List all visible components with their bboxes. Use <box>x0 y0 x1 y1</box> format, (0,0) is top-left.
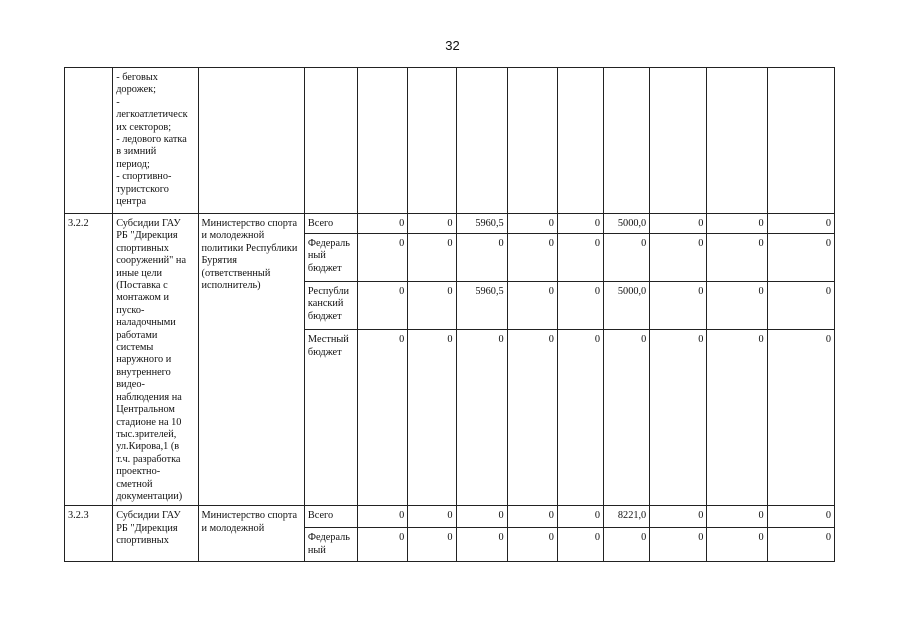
table-cell: 0 <box>557 330 603 506</box>
table-cell: 8221,0 <box>604 506 650 528</box>
section-code: 3.2.3 <box>65 506 113 562</box>
table-cell: 0 <box>358 506 408 528</box>
table-cell: 0 <box>707 234 767 282</box>
table-cell: 0 <box>557 234 603 282</box>
table-cell: 0 <box>507 282 557 330</box>
table-cell: 0 <box>456 528 507 562</box>
table-cell: 0 <box>507 214 557 234</box>
table-cell: 0 <box>604 528 650 562</box>
table-cell: 0 <box>650 282 707 330</box>
funding-source <box>304 68 357 214</box>
table-cell: 5000,0 <box>604 214 650 234</box>
table-cell: 5960,5 <box>456 282 507 330</box>
table-cell: 0 <box>767 528 834 562</box>
table-cell: 0 <box>767 506 834 528</box>
table-cell: 0 <box>408 528 456 562</box>
budget-table <box>64 67 835 562</box>
table-row <box>65 68 835 214</box>
funding-source: Всего <box>304 214 357 234</box>
table-cell: 0 <box>604 234 650 282</box>
table-cell: 0 <box>358 214 408 234</box>
table-cell: 0 <box>650 214 707 234</box>
table-cell: 0 <box>767 330 834 506</box>
page-number: 32 <box>445 38 460 53</box>
table-cell: 0 <box>650 330 707 506</box>
table-cell: 0 <box>557 528 603 562</box>
table-cell: 0 <box>557 282 603 330</box>
funding-source: Федераль ный <box>304 528 357 562</box>
table-cell: 0 <box>650 234 707 282</box>
section-executor: Министерство спорта и молодежной политики Республики Бурятия (ответственный исполнитель) <box>198 214 304 506</box>
funding-source: Всего <box>304 506 357 528</box>
table-cell: 0 <box>767 282 834 330</box>
table-cell: 0 <box>507 234 557 282</box>
table-cell: 0 <box>604 330 650 506</box>
table-cell: 5000,0 <box>604 282 650 330</box>
table-cell: 0 <box>408 234 456 282</box>
table-cell: 0 <box>408 282 456 330</box>
table-cell: 0 <box>707 214 767 234</box>
table-cell: 5960,5 <box>456 214 507 234</box>
table-cell: 0 <box>767 214 834 234</box>
table-cell: 0 <box>707 506 767 528</box>
section-code: 3.2.2 <box>65 214 113 506</box>
table-cell: 0 <box>408 506 456 528</box>
table-cell: 0 <box>707 282 767 330</box>
table-cell: 0 <box>707 528 767 562</box>
section-executor: Министерство спорта и молодежной <box>198 506 304 562</box>
table-cell: 0 <box>358 282 408 330</box>
section-name: Субсидии ГАУ РБ "Дирекция спортивных <box>113 506 198 562</box>
table-row <box>65 214 835 234</box>
funding-source: Федераль ный бюджет <box>304 234 357 282</box>
funding-source: Республи канский бюджет <box>304 282 357 330</box>
table-cell: 0 <box>456 330 507 506</box>
table-cell: 0 <box>456 506 507 528</box>
section-code <box>65 68 113 214</box>
table-row <box>65 506 835 528</box>
table-cell: 0 <box>358 234 408 282</box>
section-name: - беговых дорожек; - легкоатлетическ их секторов; - ледового катка в зимний период; - спортивно- туристского центра <box>113 68 198 214</box>
table-cell: 0 <box>507 506 557 528</box>
funding-source: Местный бюджет <box>304 330 357 506</box>
table-cell: 0 <box>507 330 557 506</box>
table-cell: 0 <box>557 214 603 234</box>
section-executor <box>198 68 304 214</box>
table-cell: 0 <box>557 506 603 528</box>
table-cell: 0 <box>358 330 408 506</box>
table-cell: 0 <box>650 506 707 528</box>
table-cell: 0 <box>707 330 767 506</box>
table-cell: 0 <box>358 528 408 562</box>
table-cell: 0 <box>408 214 456 234</box>
table-cell: 0 <box>507 528 557 562</box>
table-cell: 0 <box>650 528 707 562</box>
table-cell: 0 <box>408 330 456 506</box>
table-cell: 0 <box>767 234 834 282</box>
table-cell: 0 <box>456 234 507 282</box>
section-name: Субсидии ГАУ РБ "Дирекция спортивных сооружений" на иные цели (Поставка с монтажом и пуско-наладочными работами системы наружного и внутреннего видео-наблюдения на Центральном стадионе на 10 тыс.зрителей, ул.Кирова,1 (в т.ч. разработка проектно-сметной документации) <box>113 214 198 506</box>
